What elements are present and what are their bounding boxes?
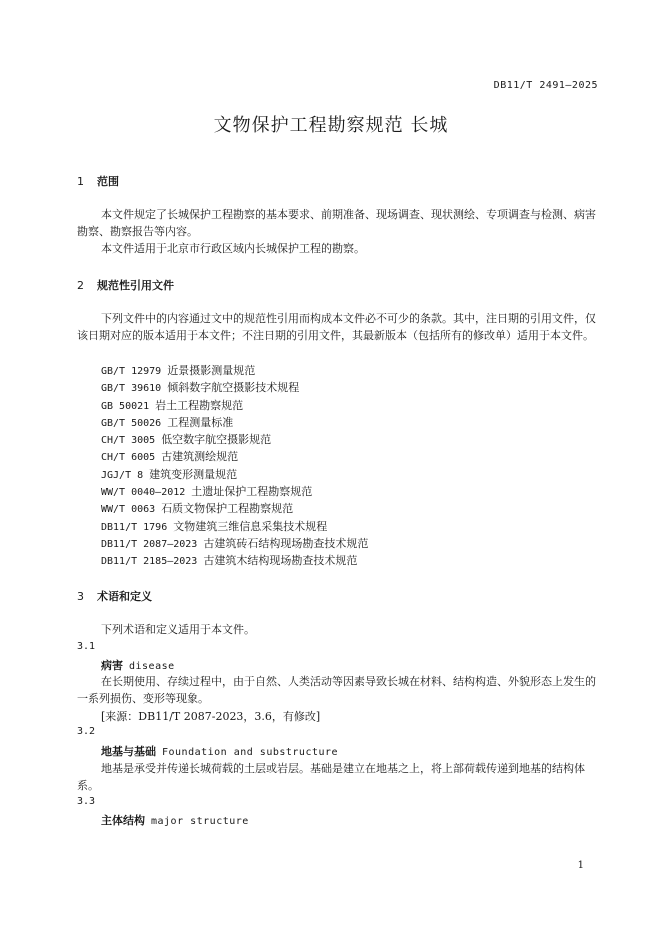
document-id: DB11/T 2491—2025 <box>493 80 598 91</box>
reference-title: 土遗址保护工程勘察规范 <box>191 485 313 499</box>
reference-item <box>101 466 368 483</box>
reference-title: 古建筑木结构现场勘查技术规范 <box>203 554 358 568</box>
section-number: 2 <box>77 279 84 292</box>
section-number: 3 <box>77 590 84 603</box>
term-en: Foundation and substructure <box>162 747 339 758</box>
reference-code: GB/T 12979 <box>101 366 162 377</box>
reference-code: WW/T 0063 <box>101 504 156 516</box>
scope-paragraph: 本文件适用于北京市行政区域内长城保护工程的勘察。 <box>101 242 365 255</box>
section-heading-scope <box>77 173 119 189</box>
reference-list <box>101 362 368 570</box>
section-heading-terms <box>77 588 152 604</box>
reference-title: 古建筑砖石结构现场勘查技术规范 <box>203 536 369 550</box>
term-zh: 主体结构 <box>101 814 145 827</box>
reference-title: 古建筑测绘规范 <box>161 450 239 464</box>
reference-code: DB11/T 1796 <box>101 521 168 533</box>
reference-code: GB 50021 <box>101 400 150 412</box>
term-definition: 地基是承受并传递长城荷载的土层或岩层。基础是建立在地基之上，将上部荷载传递到地基的结构体系。 <box>77 762 585 792</box>
section-heading-normative <box>77 277 174 293</box>
term-number: 3.3 <box>77 796 96 807</box>
normative-intro: 下列文件中的内容通过文中的规范性引用而构成本文件必不可少的条款。其中，注日期的引用文件，仅该日期对应的版本适用于本文件；不注日期的引用文件，其最新版本（包括所有的修改单）适用于本文件。 <box>77 312 596 342</box>
reference-item <box>101 431 368 448</box>
reference-title: 近景摄影测量规范 <box>167 364 256 377</box>
reference-title: 岩土工程勘察规范 <box>155 398 244 412</box>
term-en: major structure <box>151 816 249 827</box>
reference-item <box>101 397 368 414</box>
term-number: 3.2 <box>77 726 96 737</box>
term-zh: 地基与基础 <box>101 745 156 758</box>
section-title: 规范性引用文件 <box>97 279 174 292</box>
reference-item <box>101 552 368 569</box>
term-definition: 在长期使用、存续过程中，由于自然、人类活动等因素导致长城在材料、结构构造、外貌形态上发生的一系列损伤、变形等现象。 <box>77 675 596 705</box>
reference-code: JGJ/T 8 <box>101 469 144 481</box>
section-number: 1 <box>77 175 84 188</box>
reference-title: 工程测量标准 <box>167 415 234 429</box>
reference-code: CH/T 3005 <box>101 435 156 447</box>
term-zh: 病害 <box>101 659 123 672</box>
term-en: disease <box>129 661 175 672</box>
reference-title: 倾斜数字航空摄影技术规程 <box>167 381 300 395</box>
term-source: [来源：DB11/T 2087-2023，3.6，有修改] <box>101 710 321 723</box>
reference-title: 文物建筑三维信息采集技术规程 <box>173 519 328 533</box>
term-number: 3.1 <box>77 641 96 652</box>
reference-item <box>101 535 368 552</box>
document-title: 文物保护工程勘察规范 长城 <box>213 115 449 136</box>
reference-item <box>101 379 368 396</box>
section-title: 术语和定义 <box>97 590 152 603</box>
term-entry <box>101 743 338 759</box>
reference-code: GB/T 50026 <box>101 417 162 429</box>
reference-title: 建筑变形测量规范 <box>149 467 238 481</box>
section-title: 范围 <box>97 175 119 188</box>
scope-paragraph: 本文件规定了长城保护工程勘察的基本要求、前期准备、现场调查、现状测绘、专项调查与检测、病害勘察、勘察报告等内容。 <box>77 208 596 238</box>
reference-code: GB/T 39610 <box>101 383 162 395</box>
reference-title: 低空数字航空摄影规范 <box>161 433 272 447</box>
reference-item <box>101 483 368 500</box>
reference-item <box>101 448 368 465</box>
reference-title: 石质文物保护工程勘察规范 <box>161 502 294 516</box>
reference-item <box>101 500 368 517</box>
page-number: 1 <box>577 860 584 871</box>
term-entry <box>101 657 175 673</box>
term-entry <box>101 812 249 828</box>
reference-code: DB11/T 2185—2023 <box>101 556 198 568</box>
reference-item <box>101 414 368 431</box>
terms-intro: 下列术语和定义适用于本文件。 <box>101 623 255 636</box>
reference-item <box>101 518 368 535</box>
reference-item <box>101 362 368 379</box>
reference-code: DB11/T 2087—2023 <box>101 538 198 550</box>
reference-code: CH/T 6005 <box>101 452 156 464</box>
reference-code: WW/T 0040—2012 <box>101 487 186 499</box>
